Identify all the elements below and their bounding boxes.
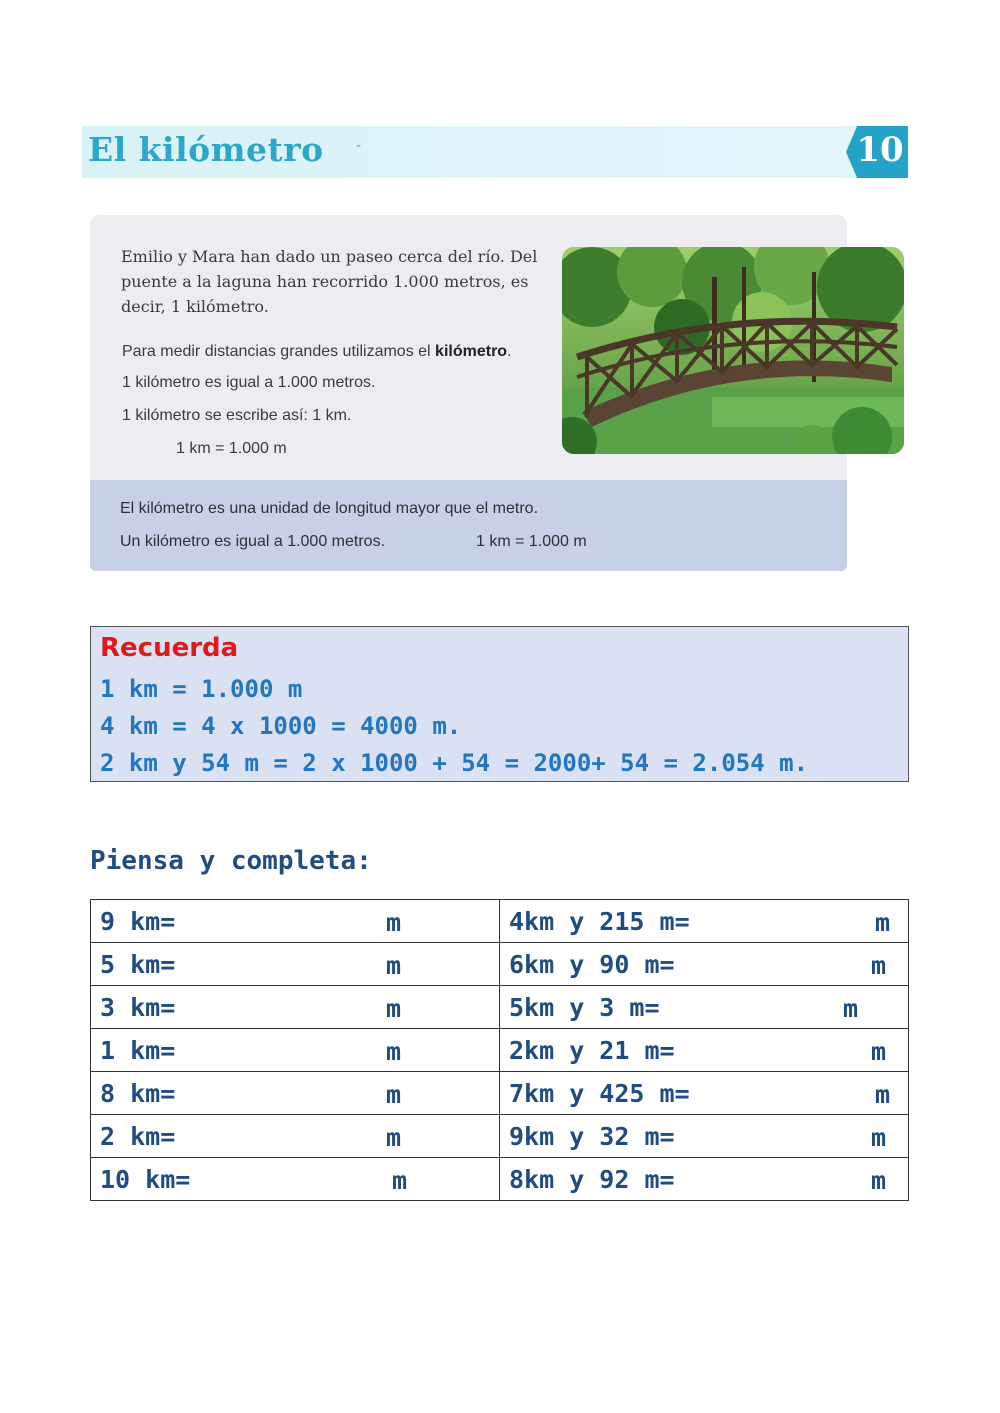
reminder-box <box>90 626 909 782</box>
table-row <box>91 1158 909 1201</box>
exercise-question: 6km y 90 m= <box>509 950 675 979</box>
definition-line-2: Un kilómetro es igual a 1.000 metros. <box>120 533 386 550</box>
unit-number: 10 <box>856 130 904 170</box>
exercise-cell-left[interactable] <box>91 1158 500 1201</box>
unit-label: m <box>871 1037 887 1066</box>
measure-line <box>122 343 512 361</box>
exercise-cell-right[interactable] <box>500 943 909 986</box>
table-row <box>91 1115 909 1158</box>
measure-text: Para medir distancias grandes utilizamos el <box>122 343 431 360</box>
exercise-cell-left[interactable] <box>91 943 500 986</box>
unit-label: m <box>871 1123 887 1152</box>
written-line: 1 kilómetro se escribe así: 1 km. <box>122 407 352 424</box>
exercise-cell-left[interactable] <box>91 1115 500 1158</box>
exercise-question: 3 km= <box>100 993 176 1022</box>
table-row <box>91 1029 909 1072</box>
exercise-question: 2km y 21 m= <box>509 1036 675 1065</box>
exercise-question: 8km y 92 m= <box>509 1165 675 1194</box>
unit-label: m <box>386 951 402 980</box>
table-row <box>91 900 909 943</box>
exercise-question: 1 km= <box>100 1036 176 1065</box>
exercise-question: 9 km= <box>100 907 176 936</box>
unit-label: m <box>875 908 891 937</box>
unit-label: m <box>386 1123 402 1152</box>
exercise-question: 7km y 425 m= <box>509 1079 690 1108</box>
exercise-question: 5km y 3 m= <box>509 993 660 1022</box>
exercise-cell-right[interactable] <box>500 986 909 1029</box>
unit-label: m <box>843 994 859 1023</box>
bridge-photo <box>562 247 904 454</box>
reminder-line: 4 km = 4 x 1000 = 4000 m. <box>100 712 462 740</box>
exercise-cell-left[interactable] <box>91 1072 500 1115</box>
measure-bold-word: kilómetro <box>435 343 508 360</box>
intro-paragraph: Emilio y Mara han dado un paseo cerca del río. Del puente a la laguna han recorrido 1.000 metros, es decir, 1 kilómetro. <box>121 247 538 316</box>
reminder-line: 2 km y 54 m = 2 x 1000 + 54 = 2000+ 54 = 2.054 m. <box>100 749 809 777</box>
exercise-cell-right[interactable] <box>500 1029 909 1072</box>
exercise-question: 10 km= <box>100 1165 191 1194</box>
equal-line: 1 kilómetro es igual a 1.000 metros. <box>122 374 376 391</box>
exercise-question: 5 km= <box>100 950 176 979</box>
definition-line-1: El kilómetro es una unidad de longitud mayor que el metro. <box>120 500 539 517</box>
unit-label: m <box>392 1166 408 1195</box>
exercise-cell-right[interactable] <box>500 1158 909 1201</box>
exercise-title: Piensa y completa: <box>90 846 372 876</box>
exercise-cell-left[interactable] <box>91 1029 500 1072</box>
definition-strip <box>90 480 847 571</box>
exercise-question: 2 km= <box>100 1122 176 1151</box>
exercise-question: 4km y 215 m= <box>509 907 690 936</box>
table-row <box>91 1072 909 1115</box>
exercise-cell-right[interactable] <box>500 900 909 943</box>
header-dash: - <box>356 138 362 154</box>
reminder-line: 1 km = 1.000 m <box>100 675 303 703</box>
exercise-table <box>90 899 909 1201</box>
unit-label: m <box>875 1080 891 1109</box>
exercise-cell-left[interactable] <box>91 900 500 943</box>
page-title: El kilómetro <box>88 130 324 169</box>
exercise-question: 8 km= <box>100 1079 176 1108</box>
exercise-question: 9km y 32 m= <box>509 1122 675 1151</box>
table-row <box>91 943 909 986</box>
reminder-title: Recuerda <box>100 633 239 663</box>
unit-number-badge <box>846 126 908 178</box>
exercise-cell-left[interactable] <box>91 986 500 1029</box>
unit-label: m <box>386 1080 402 1109</box>
table-row <box>91 986 909 1029</box>
definition-formula: 1 km = 1.000 m <box>476 533 587 550</box>
exercise-cell-right[interactable] <box>500 1115 909 1158</box>
unit-label: m <box>871 1166 887 1195</box>
exercise-cell-right[interactable] <box>500 1072 909 1115</box>
unit-header <box>82 126 908 178</box>
unit-label: m <box>871 951 887 980</box>
measure-suffix: . <box>507 343 512 360</box>
unit-label: m <box>386 994 402 1023</box>
formula-line: 1 km = 1.000 m <box>176 440 287 457</box>
unit-label: m <box>386 908 402 937</box>
unit-label: m <box>386 1037 402 1066</box>
